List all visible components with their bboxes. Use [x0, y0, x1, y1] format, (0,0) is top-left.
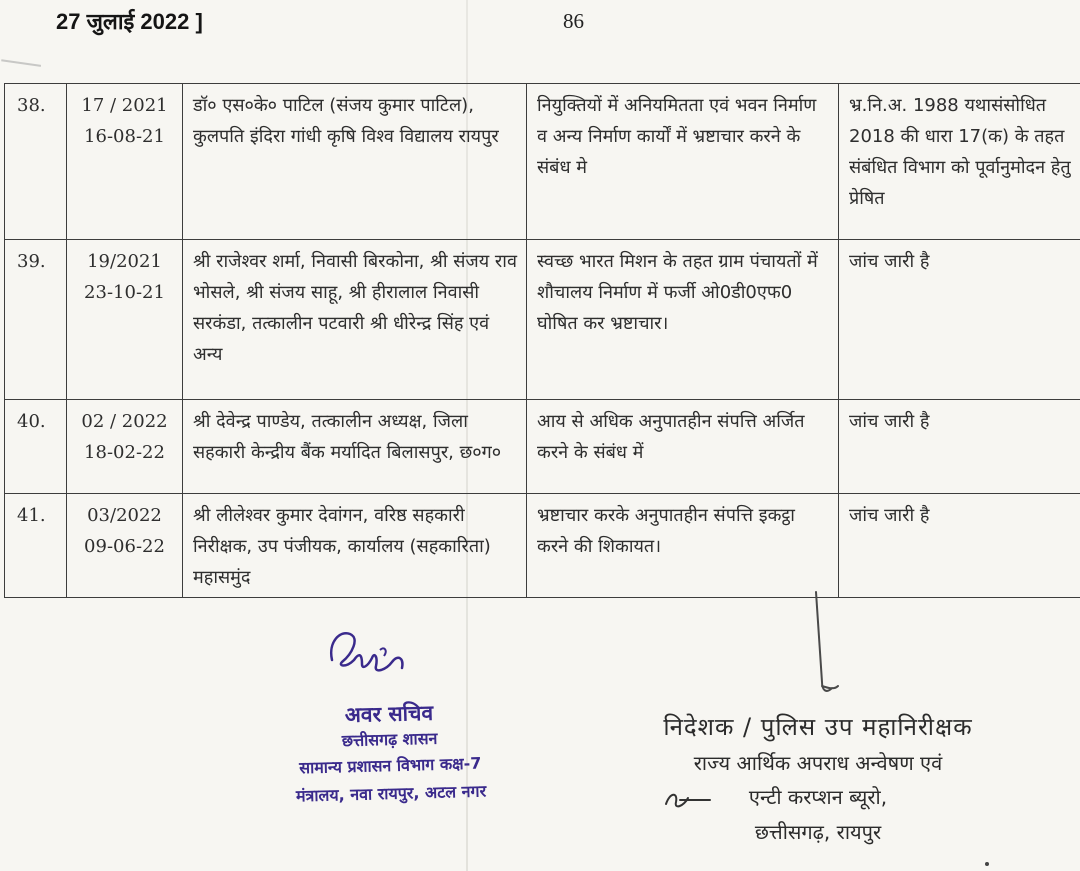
authority-bureau-line: राज्य आर्थिक अपराध अन्वेषण एवं	[693, 751, 943, 775]
accused-details: डॉ० एस०के० पाटिल (संजय कुमार पाटिल), कुलपति इंदिरा गांधी कृषि विश्व विद्यालय रायपुर	[183, 84, 527, 240]
case-number-cell	[67, 240, 183, 400]
table-row	[5, 400, 1080, 494]
authority-bureau-name: एन्टी करप्शन ब्यूरो,	[748, 785, 888, 809]
stamp-address: मंत्रालय, नवा रायपुर, अटल नगर	[295, 781, 487, 806]
case-number-cell	[67, 494, 183, 598]
allegation: आय से अधिक अनुपातहीन संपत्ति अर्जित करने के संबंध में	[527, 400, 839, 494]
allegation: भ्रष्टाचार करके अनुपातहीन संपत्ति इकट्ठा करने की शिकायत।	[527, 494, 839, 598]
case-table	[4, 83, 1080, 598]
stamp-designation: अवर सचिव	[344, 700, 434, 728]
case-number-cell	[67, 400, 183, 494]
official-stamp	[239, 696, 542, 812]
serial-number: 38.	[5, 84, 67, 240]
gazette-date: 27 जुलाई 2022 ]	[56, 9, 203, 34]
scan-mark	[0, 59, 41, 82]
serial-number: 41.	[5, 494, 67, 598]
accused-details: श्री लीलेश्वर कुमार देवांगन, वरिष्ठ सहकारी निरीक्षक, उप पंजीयक, कार्यालय (सहकारिता) महासमुंद	[183, 494, 527, 598]
case-number: 02 / 2022	[81, 411, 168, 432]
case-date: 18-02-22	[84, 442, 165, 463]
case-number: 17 / 2021	[81, 95, 168, 116]
authority-location: छत्तीसगढ़, रायपुर	[754, 820, 882, 844]
handwritten-initial	[660, 786, 720, 816]
case-status: भ्र.नि.अ. 1988 यथासंसोधित 2018 की धारा 17(क) के तहत संबंधित विभाग को पूर्वानुमोदन हेतु प्रेषित	[839, 84, 1080, 240]
table-row	[5, 240, 1080, 400]
case-number: 03/2022	[87, 505, 162, 526]
stamp-government: छत्तीसगढ़ शासन	[341, 728, 438, 751]
allegation: नियुक्तियों में अनियमितता एवं भवन निर्माण व अन्य निर्माण कार्यों में भ्रष्टाचार करने के संबंध मे	[527, 84, 839, 240]
ink-dot	[985, 862, 989, 866]
authority-designation: निदेशक / पुलिस उप महानिरीक्षक	[663, 713, 973, 741]
case-status: जांच जारी है	[839, 400, 1080, 494]
case-date: 09-06-22	[84, 536, 165, 557]
case-date: 23-10-21	[84, 282, 165, 303]
case-number-cell	[67, 84, 183, 240]
signature-image	[300, 620, 440, 690]
serial-number: 40.	[5, 400, 67, 494]
stamp-department: सामान्य प्रशासन विभाग कक्ष-7	[298, 753, 482, 778]
pen-mark	[800, 590, 850, 700]
table-row	[5, 494, 1080, 598]
case-status: जांच जारी है	[839, 240, 1080, 400]
case-date: 16-08-21	[84, 126, 165, 147]
signing-authority	[598, 708, 1038, 850]
case-status: जांच जारी है	[839, 494, 1080, 598]
accused-details: श्री देवेन्द्र पाण्डेय, तत्कालीन अध्यक्ष, जिला सहकारी केन्द्रीय बैंक मर्यादित बिलासपुर, छ०ग०	[183, 400, 527, 494]
case-number: 19/2021	[87, 251, 162, 272]
table-row	[5, 84, 1080, 240]
page-number: 86	[563, 9, 584, 33]
accused-details: श्री राजेश्वर शर्मा, निवासी बिरकोना, श्री संजय राव भोसले, श्री संजय साहू, श्री हीरालाल निवासी सरकंडा, तत्कालीन पटवारी श्री धीरेन्द्र सिंह एवं अन्य	[183, 240, 527, 400]
serial-number: 39.	[5, 240, 67, 400]
allegation: स्वच्छ भारत मिशन के तहत ग्राम पंचायतों में शौचालय निर्माण में फर्जी ओ0डी0एफ0 घोषित कर भ्रष्टाचार।	[527, 240, 839, 400]
